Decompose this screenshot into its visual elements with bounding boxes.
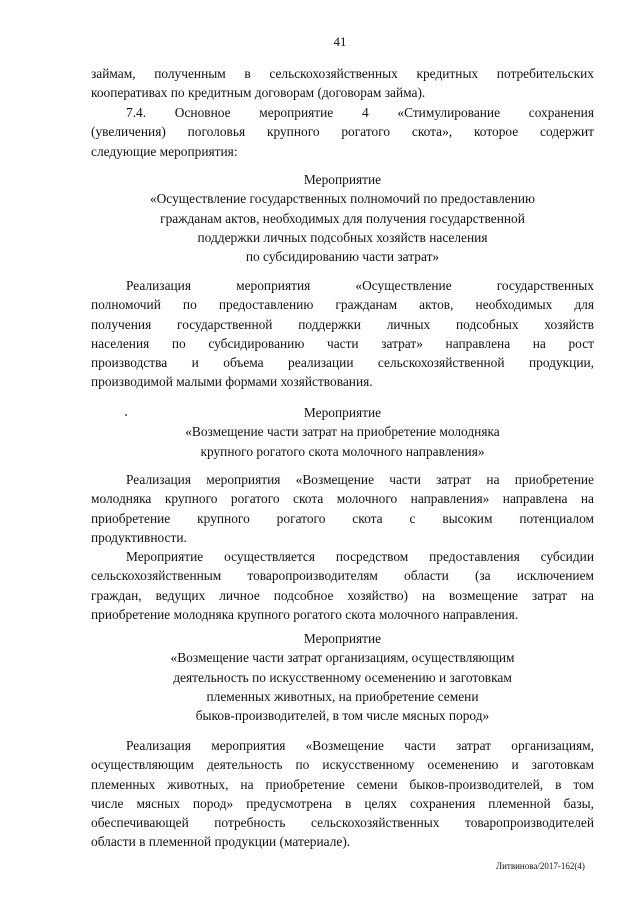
- text-line: Реализация мероприятия «Возмещение части затрат на приобретение: [126, 472, 594, 487]
- text-line: осуществляющим деятельность по искусственному осеменению и заготовкам: [91, 757, 594, 773]
- heading-line: крупного рогатого скота молочного направления»: [200, 443, 485, 459]
- paragraph-2: [91, 470, 594, 547]
- text-line: населения по субсидированию части затрат» направлена на рост: [91, 335, 594, 351]
- text-line: Реализация мероприятия «Возмещение части затрат организациям,: [126, 738, 594, 753]
- heading-line: «Возмещение части затрат на приобретение молодняка: [185, 424, 500, 440]
- paragraph-section-7-4: [91, 103, 594, 161]
- text-line: продуктивности.: [91, 529, 187, 545]
- text-line: молодняка крупного рогатого скота молочного направления» направлена на: [91, 491, 594, 507]
- heading-line: «Возмещение части затрат организациям, осуществляющим: [170, 650, 515, 666]
- text-line: приобретение молодняка крупного рогатого скота молочного направления.: [91, 606, 519, 622]
- heading-title: Мероприятие: [303, 172, 382, 187]
- section-heading-3: [91, 629, 594, 725]
- text-line: обеспечивающей потребность сельскохозяйственных товаропроизводителей: [91, 815, 594, 831]
- section-heading-1: [91, 170, 594, 266]
- text-line: Мероприятие осуществляется посредством предоставления субсидии: [126, 549, 594, 564]
- heading-title: Мероприятие: [303, 631, 382, 646]
- heading-line: гражданам актов, необходимых для получения государственной: [160, 210, 525, 226]
- text-line: граждан, ведущих личное подсобное хозяйство) на возмещение затрат на: [91, 587, 594, 603]
- text-line: приобретение крупного рогатого скота с высоким потенциалом: [91, 510, 594, 526]
- page-number: 41: [333, 34, 347, 49]
- text-line: числе мясных пород» предусмотрена в целях сохранения племенной базы,: [91, 795, 594, 811]
- text-line: (увеличения) поголовья крупного рогатого скота», которое содержит: [91, 124, 594, 140]
- heading-line: деятельность по искусственному осеменению и заготовкам: [173, 669, 512, 685]
- section-heading-2: [91, 403, 594, 461]
- text-line: кооперативах по кредитным договорам (договорам займа).: [91, 85, 426, 101]
- heading-line: поддержки личных подсобных хозяйств населения: [197, 229, 488, 245]
- text-line: полномочий по предоставлению гражданам актов, необходимых для: [91, 297, 594, 313]
- text-line: сельскохозяйственным товаропроизводителям области (за исключением: [91, 568, 594, 584]
- heading-line: племенных животных, на приобретение семени: [206, 688, 479, 704]
- heading-line: «Осуществление государственных полномочий по предоставлению: [149, 191, 536, 207]
- heading-line: по субсидированию части затрат»: [245, 249, 440, 265]
- paragraph-3: [91, 547, 594, 624]
- text-line: займам, полученным в сельскохозяйственных кредитных потребительских: [91, 66, 594, 81]
- paragraph-continuation: [91, 64, 594, 103]
- text-line: производимой малыми формами хозяйствования.: [91, 374, 373, 390]
- text-line: области в племенной продукции (материале).: [91, 834, 351, 850]
- footer-reference: Литвинова/2017-162(4): [496, 861, 585, 871]
- text-line: Реализация мероприятия «Осуществление государственных: [126, 278, 594, 293]
- text-line: производства и объема реализации сельскохозяйственной продукции,: [91, 355, 594, 371]
- heading-title: Мероприятие: [303, 405, 382, 420]
- paragraph-1: [91, 276, 594, 392]
- text-line: следующие мероприятия:: [91, 143, 238, 159]
- paragraph-4: [91, 736, 594, 852]
- text-line: 7.4. Основное мероприятие 4 «Стимулирование сохранения: [126, 105, 594, 120]
- text-line: получения государственной поддержки личных подсобных хозяйств: [91, 316, 594, 332]
- text-line: племенных животных, на приобретение семени быков-производителей, в том: [91, 776, 594, 792]
- heading-line: быков-производителей, в том числе мясных пород»: [195, 708, 490, 724]
